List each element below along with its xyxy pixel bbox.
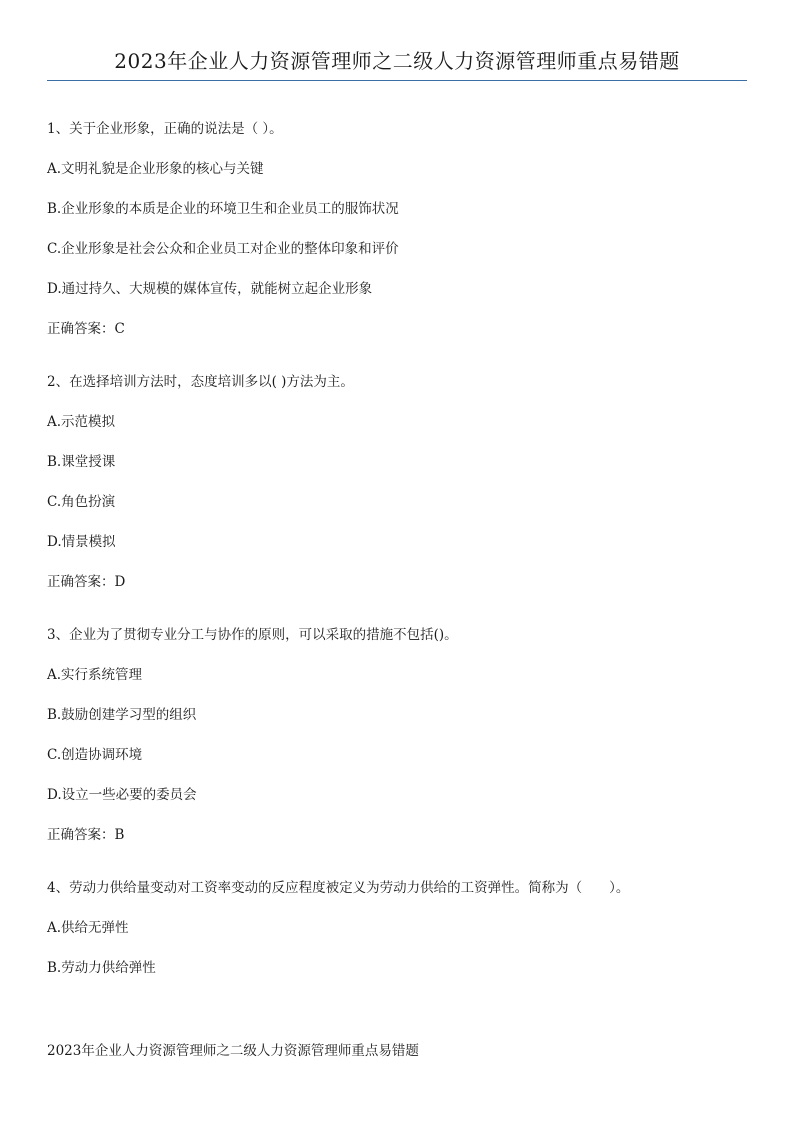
option-b: B.课堂授课 — [47, 454, 116, 470]
question-2 — [47, 368, 747, 608]
option-b: B.企业形象的本质是企业的环境卫生和企业员工的服饰状况 — [47, 201, 399, 217]
question-stem: 1、关于企业形象，正确的说法是（ ）。 — [47, 121, 283, 137]
option-c: C.创造协调环境 — [47, 747, 143, 763]
page-title: 2023年企业人力资源管理师之二级人力资源管理师重点易错题 — [114, 49, 680, 73]
option-b: B.劳动力供给弹性 — [47, 960, 156, 976]
correct-answer: 正确答案：D — [47, 574, 126, 590]
option-a: A.文明礼貌是企业形象的核心与关键 — [47, 161, 264, 177]
option-c: C.企业形象是社会公众和企业员工对企业的整体印象和评价 — [47, 241, 399, 257]
question-3 — [47, 621, 747, 861]
question-list — [47, 115, 747, 1007]
option-c: C.角色扮演 — [47, 494, 116, 510]
option-b: B.鼓励创建学习型的组织 — [47, 707, 197, 723]
question-4 — [47, 874, 747, 994]
correct-answer: 正确答案：B — [47, 827, 125, 843]
option-d: D.设立一些必要的委员会 — [47, 787, 197, 803]
question-stem: 4、劳动力供给量变动对工资率变动的反应程度被定义为劳动力供给的工资弹性。简称为（ ）。 — [47, 880, 630, 896]
question-stem: 3、企业为了贯彻专业分工与协作的原则，可以采取的措施不包括()。 — [47, 627, 458, 643]
option-d: D.通过持久、大规模的媒体宣传，就能树立起企业形象 — [47, 281, 373, 297]
option-a: A.示范模拟 — [47, 414, 116, 430]
question-stem: 2、在选择培训方法时，态度培训多以( )方法为主。 — [47, 374, 354, 390]
page-footer: 2023年企业人力资源管理师之二级人力资源管理师重点易错题 — [47, 1043, 419, 1059]
option-d: D.情景模拟 — [47, 534, 116, 550]
correct-answer: 正确答案：C — [47, 321, 125, 337]
question-1 — [47, 115, 747, 355]
title-divider — [47, 80, 747, 81]
option-a: A.实行系统管理 — [47, 667, 143, 683]
option-a: A.供给无弹性 — [47, 920, 129, 936]
